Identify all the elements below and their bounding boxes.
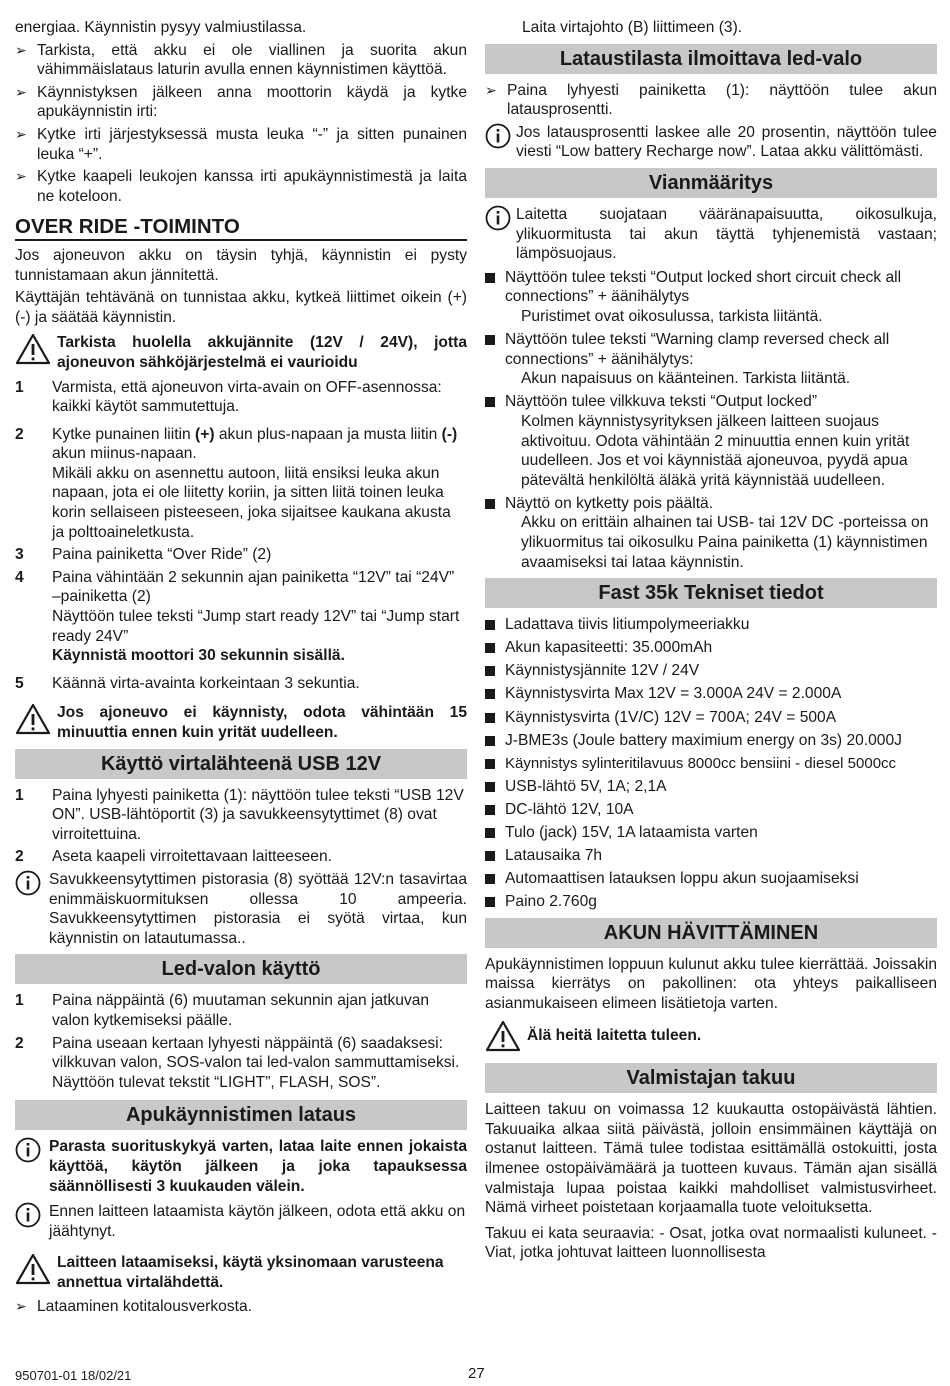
list-item: ➢ Paina lyhyesti painiketta (1): näyttöön tulee akun latausprosentti. xyxy=(485,81,937,119)
list-item: 1 Paina näppäintä (6) muutaman sekunnin ajan jatkuvan valon kytkemiseksi päälle. xyxy=(15,992,430,1029)
paragraph: Käyttäjän tehtävänä on tunnistaa akku, kytkeä liittimet oikein (+) (-) ja säätää käynnistin. xyxy=(15,289,467,326)
list-item: Näyttöön tulee teksti “Output locked short circuit check all connections” + äänihälytys Puristimet ovat oikosulussa, tarkista liitäntä. xyxy=(485,268,937,327)
list-item: Akun kapasiteetti: 35.000mAh xyxy=(485,638,937,658)
paragraph: Takuu ei kata seuraavia: - Osat, jotka ovat normaalisti kuluneet. - Viat, jotka johtuvat laitteen luonnollisesta xyxy=(485,1224,937,1262)
list-item: Näyttöön tulee teksti “Warning clamp reversed check all connections” + äänihälytys: Akun napaisuus on käänteinen. Tarkista liitäntä. xyxy=(485,330,937,389)
section-title-usb: Käyttö virtalähteenä USB 12V xyxy=(15,749,467,779)
left-column xyxy=(15,18,467,1320)
list-item: ➢ Kytke kaapeli leukojen kanssa irti apukäynnistimestä ja laita ne koteloon. xyxy=(15,168,467,205)
square-bullet-icon xyxy=(485,684,505,704)
arrow-bullet-icon: ➢ xyxy=(485,81,497,98)
list-item: Tulo (jack) 15V, 1A lataamista varten xyxy=(485,823,937,843)
warning-note: Älä heitä laitetta tuleen. xyxy=(485,1020,937,1058)
list-item: DC-lähtö 12V, 10A xyxy=(485,800,937,820)
paragraph: energiaa. Käynnistin pysyy valmiustilassa. xyxy=(15,19,307,36)
page-number: 27 xyxy=(468,1365,485,1382)
list-item: Latausaika 7h xyxy=(485,846,937,866)
list-item: Ladattava tiivis litiumpolymeeriakku xyxy=(485,615,937,635)
warning-note: Tarkista huolella akkujännite (12V / 24V), jotta ajoneuvon sähköjärjestelmä ei vaurioidu xyxy=(15,333,467,372)
arrow-bullet-icon: ➢ xyxy=(15,125,27,142)
list-item: 3 Paina painiketta “Over Ride” (2) xyxy=(15,546,272,564)
list-item: Käynnistysvirta Max 12V = 3.000A 24V = 2.000A xyxy=(485,684,937,704)
arrow-bullet-icon: ➢ xyxy=(15,41,27,58)
list-item: 2 Aseta kaapeli virroitettavaan laitteeseen. xyxy=(15,848,332,866)
list-item: ➢ Tarkista, että akku ei ole viallinen ja suorita akun vähimmäislataus laturin avulla ennen käynnistimen käyttöä. xyxy=(15,41,467,79)
square-bullet-icon xyxy=(485,731,505,751)
list-item: J-BME3s (Joule battery maximium energy on 3s) 20.000J xyxy=(485,731,937,751)
paragraph: Laita virtajohto (B) liittimeen (3). xyxy=(522,19,743,36)
info-circle-icon xyxy=(485,123,516,162)
info-circle-icon xyxy=(15,1202,49,1241)
square-bullet-icon xyxy=(485,708,505,728)
list-item: ➢ Käynnistyksen jälkeen anna moottorin käydä ja kytke apukäynnistin irti: xyxy=(15,83,467,121)
section-title-charge: Apukäynnistimen lataus xyxy=(15,1100,467,1130)
info-note: Parasta suorituskykyä varten, lataa laite ennen jokaista käyttöä, käytön jälkeen ja joka tapauksessa säännöllisesti 3 kuukauden välein. xyxy=(15,1137,467,1196)
info-circle-icon xyxy=(15,870,49,948)
info-circle-icon xyxy=(485,205,516,264)
info-circle-icon xyxy=(15,1137,49,1196)
list-item: ➢ Kytke irti järjestyksessä musta leuka “-” ja sitten punainen leuka “+”. xyxy=(15,125,467,163)
list-item: 4 Paina vähintään 2 sekunnin ajan painiketta “12V” tai “24V” –painiketta (2) Näyttöön tulee teksti “Jump start ready 12V” tai “Jump start ready 24V” Käynnistä moottori 30 sekunnin sisällä. xyxy=(15,568,460,665)
list-item: 5 Käännä virta-avainta korkeintaan 3 sekuntia. xyxy=(15,674,360,692)
square-bullet-icon xyxy=(485,869,505,889)
square-bullet-icon xyxy=(485,823,505,843)
square-bullet-icon xyxy=(485,268,505,327)
section-title-charge-led: Lataustilasta ilmoittava led-valo xyxy=(485,44,937,74)
section-title-specs: Fast 35k Tekniset tiedot xyxy=(485,578,937,608)
info-note: Ennen laitteen lataamista käytön jälkeen, odota että akku on jäähtynyt. xyxy=(15,1202,467,1241)
arrow-bullet-icon: ➢ xyxy=(15,83,27,100)
list-item: Näyttöön tulee vilkkuva teksti “Output locked” Kolmen käynnistysyrityksen jälkeen laitteen suojaus aktivoituu. Odota vähintään 2 minuuttia ennen kuin yrität uudelleen. Jos et voi käynnistää ajoneuvoa, pyydä apua pätevältä henkilöltä äläkä yritä käynnistää uudelleen. xyxy=(485,392,937,490)
list-item: USB-lähtö 5V, 1A; 2,1A xyxy=(485,777,937,797)
section-title-override: OVER RIDE -TOIMINTO xyxy=(15,209,467,241)
paragraph: Laitteen takuu on voimassa 12 kuukautta ostopäivästä lähtien. Takuuaika alkaa siitä päivästä, jolloin ensimmäinen käyttäjä on ostanut laitteen. Tämä tulee todistaa esittämällä ostokuitti, josta ilmenee ostopäivämäärä ja tuotteen kuvaus. Tämän ajan sisällä valmistaja lupaa poistaa kaikki mahdolliset valmistusvirheet. Nämä virheet poistetaan korjaamalla tuote veloituksetta. xyxy=(485,1101,937,1217)
paragraph: Apukäynnistimen loppuun kulunut akku tulee kierrättää. Joissakin maissa kierrätys on pakollinen: ota yhteys paikalliseen asianmukaiseen elimeen lisätietoja varten. xyxy=(485,955,937,1013)
info-note: Jos latausprosentti laskee alle 20 prosentin, näyttöön tulee viesti “Low battery Recharge now”. Lataa akku välittömästi. xyxy=(485,123,937,162)
section-title-disposal: AKUN HÄVITTÄMINEN xyxy=(485,918,937,948)
square-bullet-icon xyxy=(485,846,505,866)
warning-note: Jos ajoneuvo ei käynnisty, odota vähintään 15 minuuttia ennen kuin yrität uudelleen. xyxy=(15,703,467,742)
right-column xyxy=(485,18,937,1263)
section-title-diagnostics: Vianmääritys xyxy=(485,168,937,198)
list-item: Käynnistysjännite 12V / 24V xyxy=(485,661,937,681)
section-title-warranty: Valmistajan takuu xyxy=(485,1063,937,1093)
warning-triangle-icon xyxy=(15,1253,57,1292)
spec-list xyxy=(485,615,937,912)
list-item: 1 Varmista, että ajoneuvon virta-avain on OFF-asennossa: kaikki käytöt sammutettuja. xyxy=(15,378,442,416)
list-item: 1 Paina lyhyesti painiketta (1): näyttöön tulee teksti “USB 12V ON”. USB-lähtöportit (3) ja savukkeensytyttimet (8) ovat virroitettuina. xyxy=(15,786,464,843)
square-bullet-icon xyxy=(485,777,505,797)
square-bullet-icon xyxy=(485,638,505,658)
square-bullet-icon xyxy=(485,754,505,774)
warning-note: Laitteen lataamiseksi, käytä yksinomaan varusteena annettua virtalähdettä. xyxy=(15,1253,467,1292)
square-bullet-icon xyxy=(485,392,505,490)
warning-triangle-icon xyxy=(485,1020,527,1058)
warning-triangle-icon xyxy=(15,703,57,742)
info-note: Savukkeensytyttimen pistorasia (8) syöttää 12V:n tasavirtaa enimmäiskuormituksen ollessa 10 ampeeria. Savukkeensytyttimen pistorasia ei syötä virtaa, kun käynnistin on latautumassa.. xyxy=(15,870,467,948)
arrow-bullet-icon: ➢ xyxy=(15,1298,27,1315)
list-item: Automaattisen latauksen loppu akun suojaamiseksi xyxy=(485,869,937,889)
list-item: Käynnistysvirta (1V/C) 12V = 700A; 24V = 500A xyxy=(485,708,937,728)
list-item: ➢ Lataaminen kotitalousverkosta. xyxy=(15,1298,252,1316)
bullet-list xyxy=(15,41,467,207)
square-bullet-icon xyxy=(485,615,505,635)
numbered-steps xyxy=(15,378,467,694)
paragraph: Jos ajoneuvon akku on täysin tyhjä, käynnistin ei pysty tunnistamaan akun jännitettä. xyxy=(15,246,467,284)
footer-code: 950701-01 18/02/21 xyxy=(15,1368,132,1383)
warning-triangle-icon xyxy=(15,333,57,372)
arrow-bullet-icon: ➢ xyxy=(15,168,27,185)
list-item: Näyttö on kytketty pois päältä. Akku on erittäin alhainen tai USB- tai 12V DC -porteissa on ylikuormitus tai oikosulku Paina painiketta (1) käynnistimen avaamiseksi tai lataa käynnistin. xyxy=(485,494,937,572)
info-note: Laitetta suojataan vääränapaisuutta, oikosulkuja, ylikuormitusta tai akun täyttä tyhjenemistä vastaan; lämpösuojaus. xyxy=(485,205,937,264)
square-bullet-icon xyxy=(485,494,505,572)
square-bullet-icon xyxy=(485,330,505,389)
list-item: 2 Kytke punainen liitin (+) akun plus-napaan ja musta liitin (-) akun miinus-napaan. Mikäli akku on asennettu autoon, liitä ensiksi leuka akun napaan, jota ei ole liitetty koriin, ja sitten liitä toinen leuka korin sellaiseen pisteeseen, joka sijaitsee kaukana akusta ja polttoaineletkusta. xyxy=(15,425,458,541)
square-bullet-icon xyxy=(485,892,505,912)
list-item: Paino 2.760g xyxy=(485,892,937,912)
section-title-led: Led-valon käyttö xyxy=(15,954,467,984)
square-bullet-icon xyxy=(485,800,505,820)
list-item: Käynnistys sylinteritilavuus 8000cc bensiini - diesel 5000cc xyxy=(485,754,937,774)
square-bullet-icon xyxy=(485,661,505,681)
list-item: 2 Paina useaan kertaan lyhyesti näppäintä (6) saadaksesi: vilkkuvan valon, SOS-valon tai led-valon sammuttamiseksi. Näyttöön tulevat tekstit “LIGHT”, FLASH, SOS”. xyxy=(15,1034,460,1091)
